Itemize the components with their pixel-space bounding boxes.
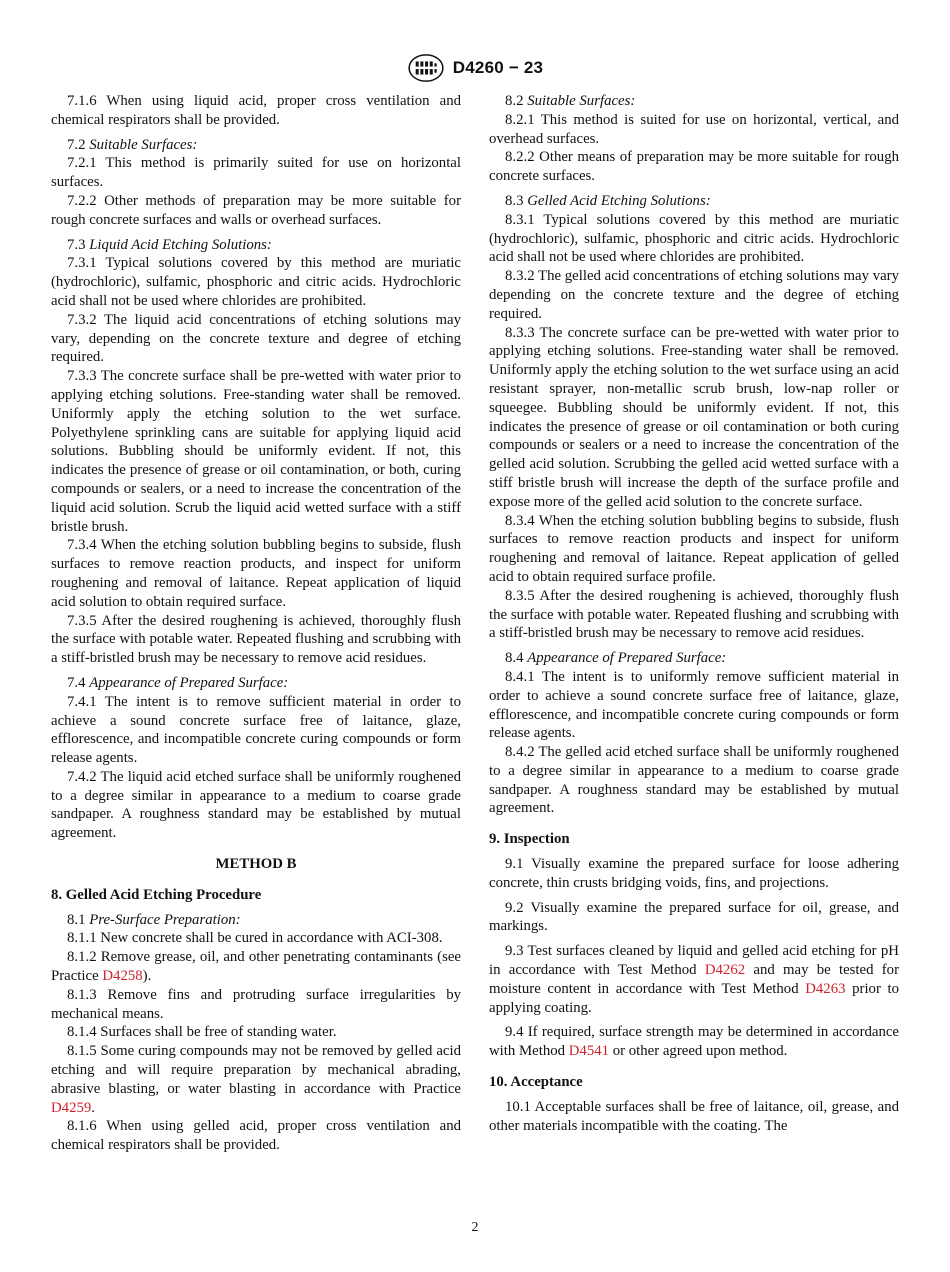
paragraph-9-1: 9.1 Visually examine the prepared surface for loose adhering concrete, thin crusts bridging voids, fins, and projections. (489, 856, 899, 891)
subhead-number: 8.2 (505, 93, 524, 109)
section-10-heading: 10. Acceptance (489, 1074, 583, 1091)
paragraph-text: 8.1.2 Remove grease, oil, and other penetrating contaminants (see Practice (51, 949, 461, 985)
section-8-heading: 8. Gelled Acid Etching Procedure (51, 886, 262, 903)
right-column (489, 92, 899, 1135)
paragraph-text: ). (142, 968, 152, 985)
subhead-number: 7.3 (67, 236, 86, 253)
paragraph-7-3-2: 7.3.2 The liquid acid concentrations of etching solutions may vary, depending on the concrete texture and degree of etching required. (51, 311, 461, 366)
left-column (51, 92, 461, 1155)
paragraph-text: . (91, 1099, 95, 1116)
paragraph-8-2-1: 8.2.1 This method is suited for use on horizontal, vertical, and overhead surfaces. (489, 111, 899, 147)
paragraph-7-4-1: 7.4.1 The intent is to remove sufficient material in order to achieve a sound concrete surface free of laitance, glaze, efflorescence, and incompatible concrete curing compounds or form release agents. (51, 693, 461, 767)
method-b-heading: METHOD B (215, 856, 297, 873)
paragraph-8-1-6: 8.1.6 When using gelled acid, proper cross ventilation and chemical respirators shall be provided. (51, 1118, 461, 1154)
paragraph-8-3-1: 8.3.1 Typical solutions covered by this method are muriatic (hydrochloric), sulfamic, phosphoric and citric acids. Hydrochloric acid shall not be used where chlorides are prohibited. (489, 211, 899, 266)
paragraph-8-3-2: 8.3.2 The gelled acid concentrations of etching solutions may vary depending on the concrete texture and the degree of etching required. (489, 268, 899, 322)
paragraph-8-1-4: 8.1.4 Surfaces shall be free of standing water. (67, 1024, 337, 1041)
subhead-7-2 (51, 136, 461, 155)
paragraph-text: 9.3 Test surfaces cleaned by liquid and gelled acid etching for pH in accordance with Test Method (489, 943, 899, 979)
paragraph-8-3-5: 8.3.5 After the desired roughening is achieved, thoroughly flush the surface with potable water. Repeated flushing and scrubbing with a stiff-bristled brush may be necessary to remove acid residues. (489, 587, 899, 642)
subhead-number: 7.2 (67, 136, 86, 153)
paragraph-8-2-2: 8.2.2 Other means of preparation may be more suitable for rough concrete surfaces. (489, 149, 899, 185)
paragraph-8-3-4: 8.3.4 When the etching solution bubbling begins to subside, flush surfaces to remove reaction products and inspect for uniform roughening and removal of laitance. Repeat application of gelled acid to obtain required surface profile. (489, 512, 899, 585)
subhead-number: 8.1 (67, 911, 86, 928)
page-number: 2 (471, 1220, 479, 1235)
paragraph-10-1: 10.1 Acceptable surfaces shall be free of laitance, oil, grease, and other materials incompatible with the coating. The (489, 1098, 899, 1134)
subhead-7-3 (51, 236, 461, 255)
subhead-title: Pre-Surface Preparation: (89, 911, 241, 928)
paragraph-8-1-2 (51, 948, 461, 986)
standard-designation: D4260 − 23 (452, 58, 544, 77)
paragraph-7-3-5: 7.3.5 After the desired roughening is achieved, thoroughly flush the surface with potable water. Repeated flushing and scrubbing with a stiff-bristled brush may be necessary to remove acid residues. (51, 612, 461, 667)
paragraph-9-4 (489, 1023, 899, 1061)
paragraph-8-4-2: 8.4.2 The gelled acid etched surface shall be uniformly roughened to a degree similar in appearance to a medium to coarse grade sandpaper. A roughness standard may be established by mutual agreement. (489, 744, 899, 817)
ref-link-d4258[interactable]: D4258 (102, 968, 143, 985)
paragraph-7-1-6: 7.1.6 When using liquid acid, proper cross ventilation and chemical respirators shall be provided. (51, 93, 461, 128)
subhead-title: Suitable Surfaces: (527, 93, 636, 109)
subhead-8-1 (51, 911, 461, 930)
page-header (0, 50, 950, 86)
paragraph-text: or other agreed upon method. (609, 1043, 788, 1060)
subhead-number: 7.4 (67, 674, 86, 691)
astm-logo-icon (407, 53, 445, 83)
subhead-title: Liquid Acid Etching Solutions: (89, 236, 272, 253)
subhead-7-4 (51, 674, 461, 693)
ref-link-d4263[interactable]: D4263 (805, 980, 846, 997)
paragraph-8-1-3: 8.1.3 Remove fins and protruding surface irregularities by mechanical means. (51, 986, 461, 1022)
subhead-8-2 (489, 92, 899, 111)
paragraph-8-4-1: 8.4.1 The intent is to uniformly remove sufficient material in order to achieve a sound concrete surface free of laitance, glaze, efflorescence, and incompatible concrete curing compounds or form release agents. (489, 668, 899, 742)
paragraph-7-2-1: 7.2.1 This method is primarily suited for use on horizontal surfaces. (51, 155, 461, 191)
paragraph-9-2: 9.2 Visually examine the prepared surface for oil, grease, and markings. (489, 899, 899, 935)
subhead-number: 8.3 (505, 192, 524, 209)
paragraph-7-4-2: 7.4.2 The liquid acid etched surface shall be uniformly roughened to a degree similar in appearance to a medium to coarse grade sandpaper. A roughness standard may be established by mutual agreement. (51, 768, 461, 842)
ref-link-d4262[interactable]: D4262 (704, 962, 746, 979)
paragraph-8-3-3: 8.3.3 The concrete surface can be pre-wetted with water prior to applying etching solutions. Free-standing water shall be removed. Uniformly apply the etching solution to the wet surface using an acid resistant sprayer, non-metallic scrub brush, low-nap roller or squeegee. Bubbling should be uniformly evident. If not, this indicates the presence of grease or oil contamination or both curing compounds or sealers or a need to increase the concentration of the gelled acid solution. Scrubbing the gelled acid wetted surface with a stiff bristle brush will increase the depth of the surface profile and expose more of the gelled acid solution to the concrete surface. (489, 324, 899, 510)
section-9-heading: 9. Inspection (489, 831, 570, 848)
paragraph-8-1-1: 8.1.1 New concrete shall be cured in accordance with ACI-308. (67, 930, 443, 947)
paragraph-7-3-1: 7.3.1 Typical solutions covered by this method are muriatic (hydrochloric), sulfamic, phosphoric and citric acids. Hydrochloric acid shall not be used where chlorides are prohibited. (51, 255, 461, 309)
paragraph-text: 9.4 If required, surface strength may be determined in accordance with Method (489, 1024, 899, 1060)
subhead-title: Suitable Surfaces: (89, 136, 198, 153)
subhead-8-3 (489, 192, 899, 211)
paragraph-9-3 (489, 942, 899, 1017)
paragraph-text: prior to applying coating. (489, 980, 900, 1016)
paragraph-text: 8.1.5 Some curing compounds may not be removed by gelled acid etching and will require preparation by mechanical abrading, abrasive blasting, or water blasting in accordance with Practice (51, 1043, 461, 1097)
paragraph-8-1-5 (51, 1042, 461, 1117)
subhead-number: 8.4 (505, 650, 524, 667)
paragraph-text: and may be tested for moisture content in accordance with Test Method (489, 962, 899, 997)
paragraph-7-3-4: 7.3.4 When the etching solution bubbling begins to subside, flush surfaces to remove reaction products, and inspect for uniform roughening and removal of laitance. Repeat application of liquid acid solution to obtain required surface. (51, 537, 461, 610)
ref-link-d4259[interactable]: D4259 (51, 1099, 92, 1116)
paragraph-7-3-3: 7.3.3 The concrete surface shall be pre-wetted with water prior to applying etching solutions. Free-standing water shall be removed. Uniformly apply the etching solution to the wet surface. Polyethylene sprinkling cans are suitable for applying liquid acid solutions. Bubbling should be uniformly evident. If not, this indicates the presence of grease or oil contamination, or both, curing compounds or sealers, or a need to increase the concentration of the liquid acid solution. Scrub the liquid acid wetted surface with a stiff bristle brush. (51, 368, 461, 535)
subhead-8-4 (489, 649, 899, 668)
paragraph-7-2-2: 7.2.2 Other methods of preparation may be more suitable for rough concrete surfaces and walls or overhead surfaces. (51, 192, 461, 228)
subhead-title: Appearance of Prepared Surface: (89, 674, 289, 691)
subhead-title: Appearance of Prepared Surface: (527, 650, 727, 667)
ref-link-d4541[interactable]: D4541 (568, 1043, 610, 1060)
subhead-title: Gelled Acid Etching Solutions: (527, 192, 711, 209)
